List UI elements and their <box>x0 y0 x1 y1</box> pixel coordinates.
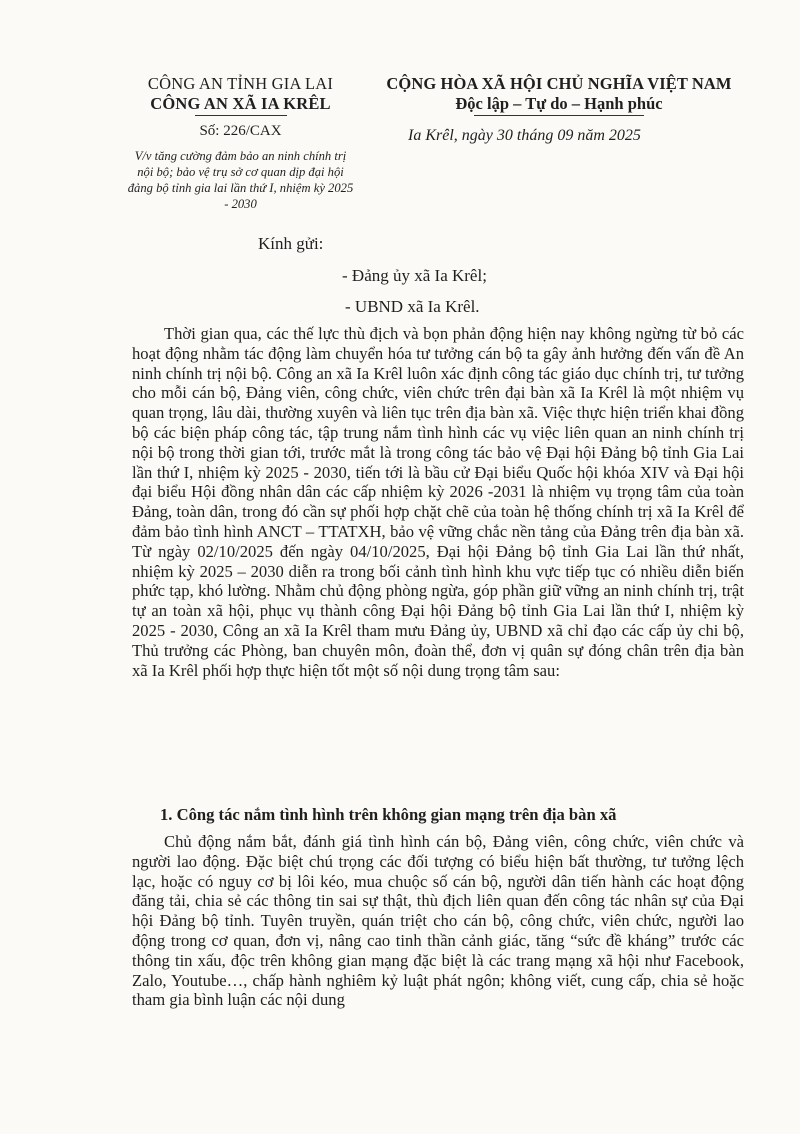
nation-title: CỘNG HÒA XÃ HỘI CHỦ NGHĨA VIỆT NAM <box>386 74 732 93</box>
section-1-body <box>132 832 744 1010</box>
recipients-label: Kính gửi: <box>258 234 324 253</box>
agency-underline <box>195 115 287 116</box>
issuing-agency-block <box>118 74 363 212</box>
document-number: Số: 226/CAX <box>199 123 282 139</box>
document-subject: V/v tăng cường đảm bảo an ninh chính trị nội bộ; bảo vệ trụ sở cơ quan dịp đại hội đảng bộ tỉnh gia lai lần thứ I, nhiệm kỳ 2025 - 2030 <box>127 149 354 211</box>
motto-underline <box>474 115 644 116</box>
national-header-block <box>364 74 754 146</box>
section-1-heading: 1. Công tác nắm tình hình trên không gian mạng trên địa bàn xã <box>160 805 617 824</box>
section-1-paragraph: Chủ động nắm bắt, đánh giá tình hình cán bộ, Đảng viên, công chức, viên chức và người lao động. Đặc biệt chú trọng các đối tượng có biểu hiện bất thường, tư tưởng lệch lạc, hoặc có nguy cơ bị lôi kéo, mua chuộc số cán bộ, người dân tiến hành các hoạt động đăng tải, chia sẻ các thông tin sai sự thật, thù địch liên quan đến công tác nhân sự của Đại hội Đảng bộ tỉnh. Tuyên truyền, quán triệt cho cán bộ, công chức, viên chức, người lao động trong cơ quan, đơn vị, nâng cao tinh thần cảnh giác, tăng “sức đề kháng” trước các thông tin xấu, độc trên không gian mạng đặc biệt là các trang mạng xã hội như Facebook, Zalo, Youtube…, chấp hành nghiêm kỷ luật phát ngôn; không viết, cung cấp, chia sẻ hoặc tham gia bình luận các nội dung <box>132 832 744 1010</box>
agency-parent: CÔNG AN TỈNH GIA LAI <box>147 74 334 93</box>
recipient-item: - UBND xã Ia Krêl. <box>345 297 480 316</box>
place-date: Ia Krêl, ngày 30 tháng 09 năm 2025 <box>408 127 641 144</box>
national-motto: Độc lập – Tự do – Hạnh phúc <box>455 94 663 113</box>
intro-section <box>132 324 744 680</box>
recipient-item: - Đảng ủy xã Ia Krêl; <box>342 266 487 285</box>
intro-paragraph: Thời gian qua, các thế lực thù địch và bọn phản động hiện nay không ngừng từ bỏ các hoạt động nhằm tác động làm chuyển hóa tư tưởng cán bộ ta gây ảnh hưởng đến vấn đề An ninh chính trị nội bộ. Công an xã Ia Krêl luôn xác định công tác giáo dục chính trị, tư tưởng cho mỗi cán bộ, Đảng viên, công chức, viên chức trên đại bàn xã Ia Krêl là một nhiệm vụ quan trọng, lâu dài, thường xuyên và liên tục trên địa bàn xã. Việc thực hiện triển khai đồng bộ các biện pháp công tác, tập trung nắm tình hình các vụ việc liên quan an ninh chính trị nội bộ trong thời gian tới, trước mắt là trong công tác bảo vệ Đại hội Đảng bộ tỉnh Gia Lai lần thứ I, nhiệm kỳ 2025 - 2030, tiến tới là bầu cử Đại biểu Quốc hội khóa XIV và Đại hội đại biểu Hội đồng nhân dân các cấp nhiệm kỳ 2026 -2031 là nhiệm vụ trọng tâm của toàn Đảng, toàn dân, trong đó cần sự phối hợp chặt chẽ của toàn hệ thống chính trị xã Ia Krêl để đảm bảo tình hình ANCT – TTATXH, bảo vệ vững chắc nền tảng của Đảng trên địa bàn xã. Từ ngày 02/10/2025 đến ngày 04/10/2025, Đại hội Đảng bộ tỉnh Gia Lai lần thứ nhất, nhiệm kỳ 2025 – 2030 diễn ra trong bối cảnh tình hình khu vực tiếp tục có nhiều diễn biến phức tạp, khó lường. Nhằm chủ động phòng ngừa, góp phần giữ vững an ninh chính trị, trật tự an toàn xã hội, phục vụ thành công Đại hội Đảng bộ tỉnh Gia Lai lần thứ I, nhiệm kỳ 2025 - 2030, Công an xã Ia Krêl tham mưu Đảng ủy, UBND xã chỉ đạo các cấp ủy chi bộ, Thủ trưởng các Phòng, ban chuyên môn, đoàn thể, đơn vị quân sự đóng chân trên địa bàn xã Ia Krêl phối hợp thực hiện tốt một số nội dung trọng tâm sau: <box>132 324 744 680</box>
agency-name: CÔNG AN XÃ IA KRÊL <box>150 94 331 113</box>
